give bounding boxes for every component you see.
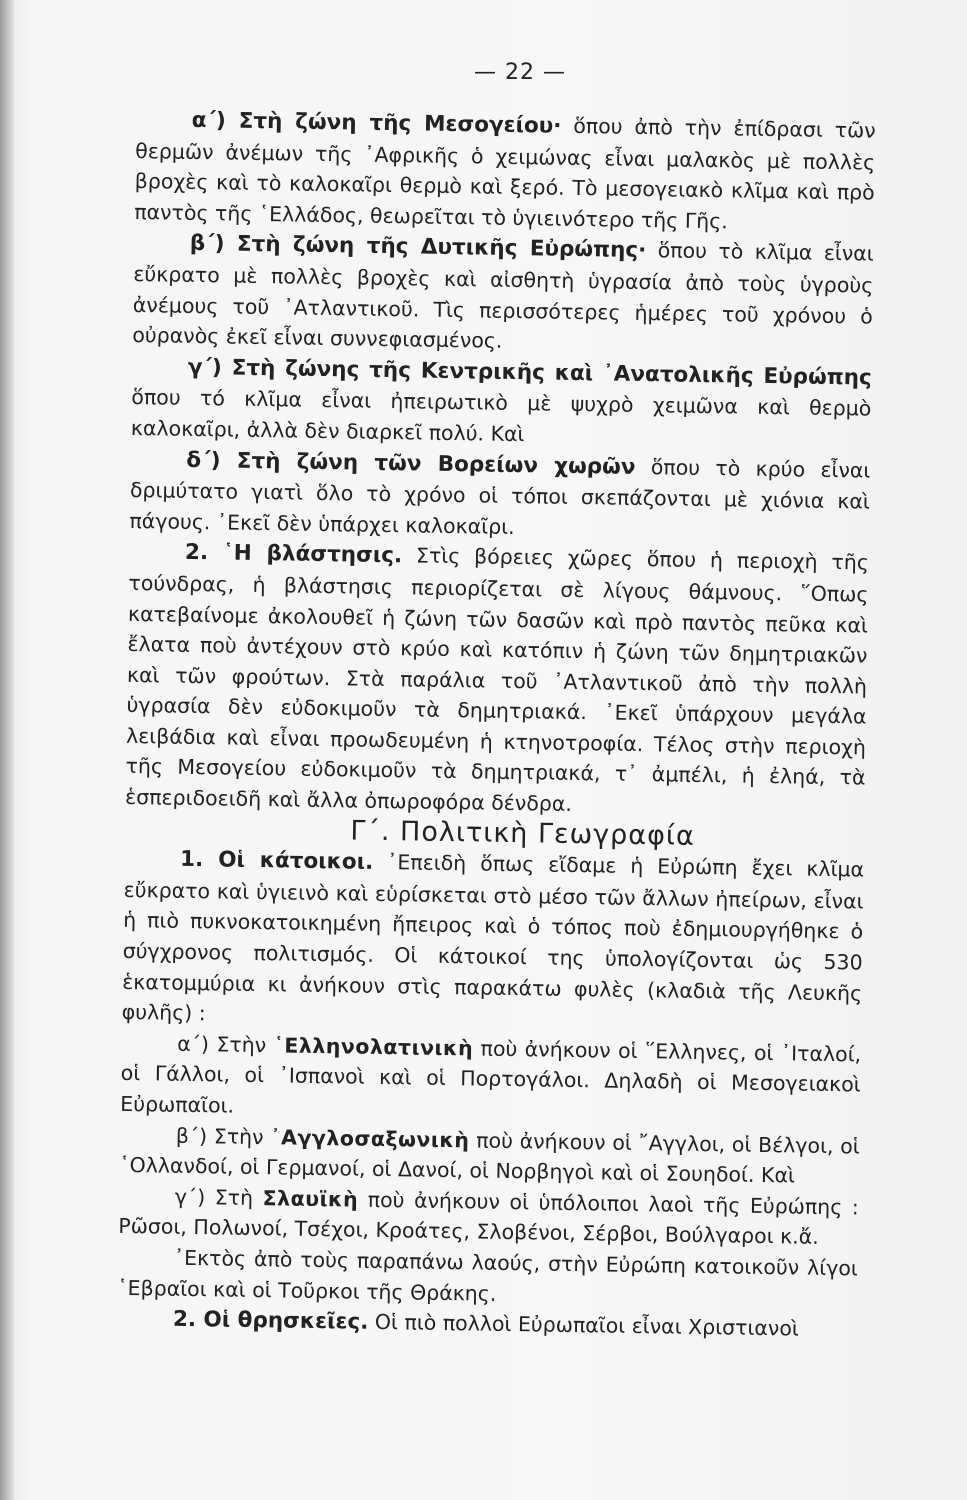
paragraph-lead: γ΄) Στὴ ζώνης τῆς Κεντρικῆς καὶ ᾿Ανατολικῆς Εὐρώπης	[187, 354, 872, 391]
paragraph-text: ὅπου τό κλῖμα εἶναι ἠπειρωτικὸ μὲ ψυχρὸ χειμῶνα καὶ θερμὸ καλοκαῖρι, ἀλλὰ δὲν διαρκεῖ πολύ. Καὶ	[130, 385, 872, 447]
body-text	[117, 104, 876, 1346]
paragraph-text: ὅπου τὸ κρύο εἶναι δριμύτατο γιατὶ ὅλο τὸ χρόνο οἱ τόποι σκεπάζονται μὲ χιόνια καὶ πάγους. ᾿Εκεῖ δὲν ὑπάρχει καλοκαῖρι.	[129, 454, 871, 539]
paragraph-vegetation	[125, 536, 869, 824]
paragraph-western-europe-zone	[132, 227, 874, 362]
paragraph-lead: β΄) Στὴ ζώνη τῆς Δυτικῆς Εὐρώπης·	[189, 231, 647, 264]
paragraph-text: Οἱ πιὸ πολλοὶ Εὐρωπαῖοι εἶναι Χριστιανοὶ	[368, 1309, 800, 1341]
paragraph-anglosaxon	[119, 1119, 860, 1192]
paragraph-prefix: γ΄) Στὴ	[174, 1184, 263, 1210]
paragraph-text: ποὺ ἀνήκουν οἱ ῞Ελληνες, οἱ ᾿Ιταλοί, οἱ Γάλλοι, οἱ ᾿Ισπανοὶ καὶ οἱ Πορτογάλοι. Δηλαδὴ οἱ Μεσογειακοὶ Εὐρωπαῖοι.	[120, 1036, 862, 1118]
section-heading: Γ΄. Πολιτικὴ Γεωγραφία	[350, 815, 696, 852]
paragraph-text: ὅπου τὸ κλῖμα εἶναι εὔκρατο μὲ πολλὲς βροχὲς καὶ αἰσθητὴ ὑγρασία ἀπὸ τοὺς ὑγροὺς ἀνέμους τοῦ ᾿Ατλαντικοῦ. Τὶς περισσότερες ἡμέρες τοῦ χρόνου ὁ οὐρανὸς ἐκεῖ εἶναι συννεφιασμένος.	[132, 238, 874, 353]
paragraph-hellenolatin	[120, 1028, 861, 1131]
race-name: ᾿Αγγλοσαξωνικὴ	[270, 1124, 470, 1152]
page-edge-shadow	[0, 0, 14, 1500]
paragraph-text: ᾿Εκτὸς ἀπὸ τοὺς παραπάνω λαούς, στὴν Εὐρώπη κατοικοῦν λίγοι ῾Εβραῖοι καὶ οἱ Τοῦρκοι τῆς Θράκης.	[117, 1245, 858, 1306]
paragraph-other-peoples	[117, 1242, 858, 1315]
paragraph-text: ὅπου ἀπὸ τὴν ἐπίδρασι τῶν θερμῶν ἀνέμων τῆς ᾿Αφρικῆς ὁ χειμώνας εἶναι μαλακὸς μὲ πολλὲς βροχὲς καὶ τὸ καλοκαῖρι θερμὸ καὶ ξερό. Τὸ μεσογειακὸ κλῖμα καὶ πρὸ παντὸς τῆς ῾Ελλάδος, θεωρεῖται τὸ ὑγιεινότερο τῆς Γῆς.	[134, 113, 876, 234]
paragraph-mediterranean-zone	[134, 104, 876, 239]
page-number: — 22 —	[474, 60, 566, 85]
paragraph-central-eastern-europe-zone	[131, 351, 872, 455]
paragraph-lead: 2. ῾Η βλάστησις.	[184, 540, 403, 569]
paragraph-northern-zone	[129, 443, 870, 547]
paragraph-inhabitants	[121, 843, 864, 1039]
paragraph-text: ποὺ ἀνήκουν οἱ ὑπόλοιποι λαοὶ τῆς Εὐρώπης : Ρῶσοι, Πολωνοί, Τσέχοι, Κροάτες, Σλοβένοι, Σέρβοι, Βούλγαροι κ.ἄ.	[118, 1187, 859, 1250]
paragraph-lead: α΄) Στὴ ζώνη τῆς Μεσογείου·	[191, 107, 562, 139]
paragraph-lead: 2. Οἱ θρησκεῖες.	[172, 1306, 369, 1335]
paragraph-text: ᾿Επειδὴ ὅπως εἴδαμε ἡ Εὐρώπη ἔχει κλῖμα εὔκρατο καὶ ὑγιεινὸ καὶ εὑρίσκεται στὸ μέσο τῶν ἄλλων ἠπείρων, εἶναι ἡ πιὸ πυκνοκατοικημένη ἤπειρος καὶ ὁ τόπος ποὺ ἐδημιουργήθηκε ὁ σύγχρονος πολιτισμός. Οἱ κάτοικοί της ὑπολογίζονται ὡς 530 ἑκατομμύρια κι ἀνήκουν στὶς παρακάτω φυλὲς (κλαδιὰ τῆς Λευκῆς φυλῆς) :	[121, 850, 865, 1026]
race-name: ῾Ελληνολατινικὴ	[273, 1033, 474, 1061]
paragraph-prefix: α΄) Στὴν	[177, 1031, 274, 1058]
paragraph-prefix: β΄) Στὴν	[175, 1123, 271, 1149]
paragraph-slavic	[118, 1181, 859, 1254]
paragraph-text: Στὶς βόρειες χῶρες ὅπου ἡ περιοχὴ τῆς τούνδρας, ἡ βλάστησις περιορίζεται σὲ λίγους θάμνους. ῞Οπως κατεβαίνομε ἀκολουθεῖ ἡ ζώνη τῶν δασῶν καὶ πρὸ παντὸς πεῦκα καὶ ἔλατα ποὺ ἀντέχουν στὸ κρύο καὶ κατόπιν ἡ ζώνη τῶν δημητριακῶν καὶ τῶν φρούτων. Στὰ παράλια τοῦ ᾿Ατλαντικοῦ ἀπὸ τὴν πολλὴ ὑγρασία δὲν εὐδοκιμοῦν τὰ δημητριακά. ᾿Εκεῖ ὑπάρχουν μεγάλα λειβάδια καὶ εἶναι προωδευμένη ἡ κτηνοτροφία. Τέλος στὴν περιοχὴ τῆς Μεσογείου εὐδοκιμοῦν τὰ δημητριακά, τ᾿ ἀμπέλι, ἡ ἐληά, τὰ ἑσπεριδοειδῆ καὶ ἄλλα ὀπωροφόρα δένδρα.	[124, 543, 870, 816]
race-name: Σλαυϊκὴ	[262, 1185, 359, 1212]
paragraph-text: ποὺ ἀνήκουν οἱ ῎Αγγλοι, οἱ Βέλγοι, οἱ ῾Ολλανδοί, οἱ Γερμανοί, οἱ Δανοί, οἱ Νορβηγοὶ καὶ οἱ Σουηδοί. Καὶ	[119, 1127, 860, 1188]
paragraph-lead: 1. Οἱ κάτοικοι.	[179, 847, 374, 876]
paragraph-lead: δ΄) Στὴ ζώνη τῶν Βορείων χωρῶν	[186, 447, 636, 480]
